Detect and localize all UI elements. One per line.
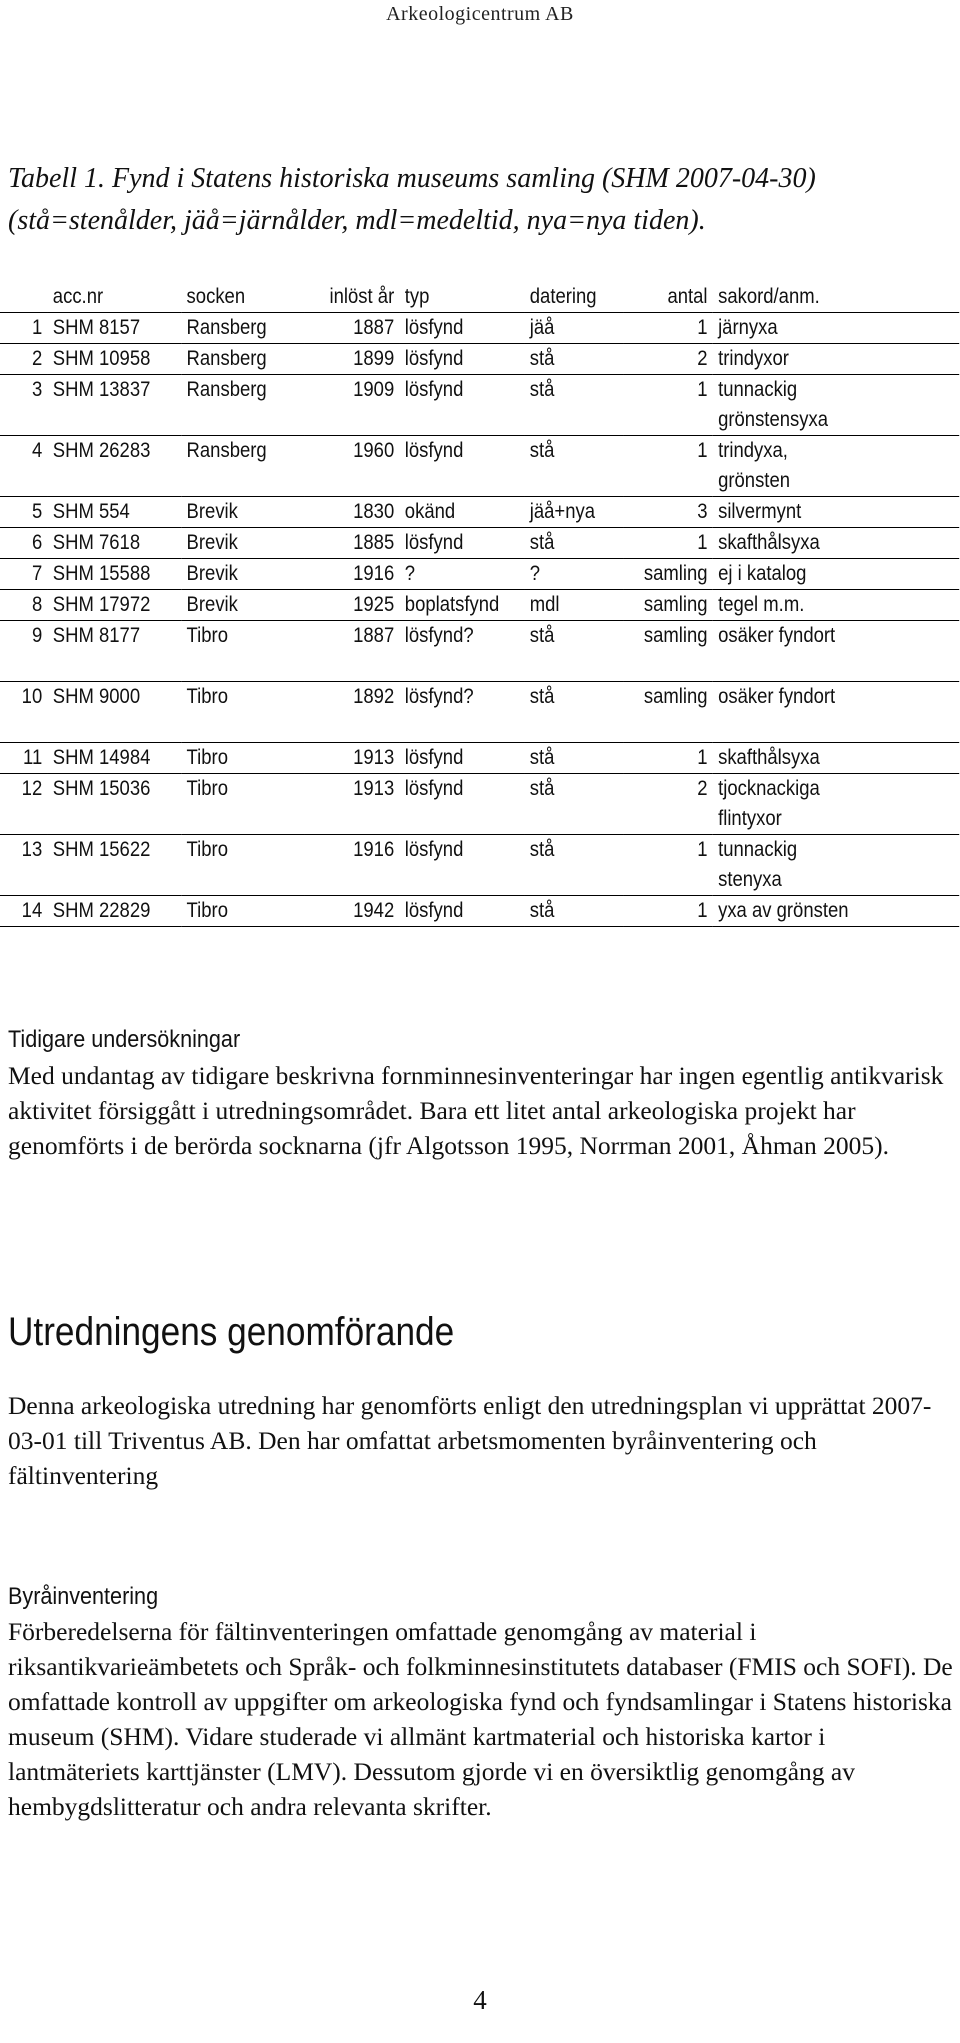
cell-number: 7 [31, 562, 43, 585]
cell-year: 1899 [353, 347, 395, 370]
cell-datering: stå [529, 531, 555, 554]
cell-sakord-line: järnyxa [718, 316, 778, 339]
cell-socken: Ransberg [186, 347, 267, 370]
table-row [0, 835, 959, 896]
cell-year: 1913 [353, 746, 395, 769]
cell-accnr: SHM 26283 [52, 439, 151, 462]
cell-year: 1830 [353, 500, 395, 523]
cell-antal: samling [643, 593, 708, 616]
table-row [0, 313, 959, 344]
table-row [0, 743, 959, 774]
cell-antal: 3 [697, 500, 708, 523]
cell-antal: 1 [697, 746, 708, 769]
col-header-sakord: sakord/anm. [718, 285, 820, 308]
cell-typ: lösfynd [404, 746, 464, 769]
cell-antal: 2 [697, 777, 708, 800]
cell-sakord [713, 621, 959, 682]
cell-typ: boplatsfynd [404, 593, 500, 616]
cell-sakord-line: silvermynt [718, 500, 802, 523]
cell-typ: lösfynd [404, 777, 464, 800]
col-header-antal: antal [667, 285, 708, 308]
cell-antal: 2 [697, 347, 708, 370]
cell-year: 1909 [353, 378, 395, 401]
cell-typ: lösfynd [404, 347, 464, 370]
cell-year: 1887 [353, 316, 395, 339]
cell-sakord-line: osäker fyndort [718, 624, 836, 647]
cell-antal: 1 [697, 899, 708, 922]
cell-socken: Brevik [186, 593, 238, 616]
cell-datering: stå [529, 624, 555, 647]
cell-accnr: SHM 15036 [52, 777, 151, 800]
cell-antal: 1 [697, 316, 708, 339]
cell-sakord [713, 344, 959, 375]
cell-sakord-line: skafthålsyxa [718, 746, 820, 769]
cell-sakord [713, 590, 959, 621]
cell-year: 1960 [353, 439, 395, 462]
cell-accnr: SHM 22829 [52, 899, 151, 922]
cell-sakord [713, 313, 959, 344]
cell-number: 5 [31, 500, 43, 523]
cell-year: 1887 [353, 624, 395, 647]
cell-antal: samling [643, 562, 708, 585]
cell-socken: Tibro [186, 838, 228, 861]
cell-accnr: SHM 8157 [52, 316, 141, 339]
cell-datering: stå [529, 899, 555, 922]
table-row [0, 497, 959, 528]
page-number: 4 [473, 1985, 487, 2015]
cell-typ: lösfynd [404, 899, 464, 922]
cell-accnr: SHM 15622 [52, 838, 151, 861]
cell-sakord [713, 743, 959, 774]
cell-number: 6 [31, 531, 43, 554]
cell-sakord [713, 528, 959, 559]
cell-typ: ? [404, 562, 416, 585]
cell-sakord-line: tegel m.m. [718, 593, 805, 616]
cell-sakord-line: trindyxor [718, 347, 789, 370]
col-header-number [0, 282, 48, 313]
cell-sakord-line: tjocknackiga [718, 777, 820, 800]
cell-socken: Tibro [186, 899, 228, 922]
cell-sakord [713, 896, 959, 927]
cell-accnr: SHM 14984 [52, 746, 151, 769]
cell-year: 1925 [353, 593, 395, 616]
cell-number: 1 [31, 316, 43, 339]
cell-socken: Brevik [186, 500, 238, 523]
table-header-row [0, 282, 959, 313]
cell-socken: Ransberg [186, 316, 267, 339]
cell-sakord-line: flintyxor [718, 807, 782, 830]
cell-accnr: SHM 7618 [52, 531, 141, 554]
cell-year: 1916 [353, 838, 395, 861]
cell-socken: Brevik [186, 531, 238, 554]
cell-sakord-line: grönsten [718, 469, 791, 492]
cell-socken: Tibro [186, 624, 228, 647]
cell-typ: lösfynd [404, 316, 464, 339]
cell-number: 9 [31, 624, 43, 647]
caption-line: (stå=stenålder, jäå=järnålder, mdl=medeltid, nya=nya tiden). [8, 205, 706, 236]
table-row [0, 375, 959, 436]
cell-number: 10 [21, 685, 43, 708]
cell-sakord-line: tunnackig [718, 838, 798, 861]
table-row [0, 682, 959, 743]
cell-accnr: SHM 8177 [52, 624, 141, 647]
cell-year: 1885 [353, 531, 395, 554]
section-paragraph: Med undantag av tidigare beskrivna fornminnesinventeringar har ingen egentlig antikvarisk aktivitet försiggått i utredningsområdet. Bara ett litet antal arkeologiska projekt har genomförts i de berörda socknarna (jfr Algotsson 1995, Norrman 2001, Åhman 2005). [8, 1061, 944, 1160]
cell-accnr: SHM 9000 [52, 685, 141, 708]
cell-antal: samling [643, 685, 708, 708]
page-header: Arkeologicentrum AB [386, 3, 574, 25]
cell-datering: stå [529, 838, 555, 861]
cell-sakord-line: stenyxa [718, 868, 782, 891]
col-header-socken: socken [186, 285, 246, 308]
cell-datering: stå [529, 347, 555, 370]
caption-line: Tabell 1. Fynd i Statens historiska museums samling (SHM 2007-04-30) [8, 163, 816, 194]
section-heading: Tidigare undersökningar [8, 1026, 241, 1053]
cell-datering: stå [529, 439, 555, 462]
cell-number: 8 [31, 593, 43, 616]
cell-typ: lösfynd [404, 439, 464, 462]
cell-sakord [713, 375, 959, 436]
section-paragraph: Denna arkeologiska utredning har genomförts enligt den utredningsplan vi upprättat 2007-03-01 till Triventus AB. Den har omfattat arbetsmomenten byråinventering och fältinventering [8, 1391, 932, 1490]
table-body [0, 313, 959, 927]
cell-sakord-line: yxa av grönsten [718, 899, 849, 922]
cell-datering: ? [529, 562, 541, 585]
cell-socken: Tibro [186, 777, 228, 800]
cell-typ: okänd [404, 500, 456, 523]
col-header-year: inlöst år [329, 285, 395, 308]
table-row [0, 774, 959, 835]
cell-accnr: SHM 554 [52, 500, 130, 523]
cell-antal: 1 [697, 531, 708, 554]
table-row [0, 436, 959, 497]
cell-accnr: SHM 17972 [52, 593, 151, 616]
cell-year: 1913 [353, 777, 395, 800]
col-header-datering: datering [529, 285, 597, 308]
cell-sakord [713, 682, 959, 743]
cell-sakord [713, 436, 959, 497]
cell-number: 12 [21, 777, 43, 800]
cell-number: 13 [21, 838, 43, 861]
cell-year: 1916 [353, 562, 395, 585]
cell-typ: lösfynd? [404, 624, 474, 647]
cell-socken: Ransberg [186, 439, 267, 462]
cell-socken: Tibro [186, 685, 228, 708]
cell-number: 4 [31, 439, 43, 462]
cell-antal: samling [643, 624, 708, 647]
cell-typ: lösfynd [404, 378, 464, 401]
cell-sakord-line: tunnackig [718, 378, 798, 401]
cell-sakord-line: grönstensyxa [718, 408, 828, 431]
cell-antal: 1 [697, 378, 708, 401]
cell-sakord [713, 835, 959, 896]
table-row [0, 621, 959, 682]
cell-sakord [713, 497, 959, 528]
cell-number: 14 [21, 899, 43, 922]
section-paragraph: Förberedelserna för fältinventeringen omfattade genomgång av material i riksantikvarieämbetets och Språk- och folkminnesinstitutets databaser (FMIS och SOFI). De omfattade kontroll av uppgifter om arkeologiska fynd och fyndsamlingar i Statens historiska museum (SHM). Vidare studerade vi allmänt kartmaterial och historiska kartor i lantmäteriets karttjänster (LMV). Dessutom gjorde vi en översiktlig genomgång av hembygdslitteratur och andra relevanta skrifter. [8, 1617, 953, 1821]
col-header-accnr: acc.nr [52, 285, 104, 308]
section-heading: Byråinventering [8, 1583, 159, 1610]
cell-datering: stå [529, 777, 555, 800]
cell-sakord-line: skafthålsyxa [718, 531, 820, 554]
col-header-typ: typ [404, 285, 430, 308]
cell-number: 3 [31, 378, 43, 401]
section-heading-large: Utredningens genomförande [8, 1310, 455, 1354]
cell-socken: Tibro [186, 746, 228, 769]
cell-datering: mdl [529, 593, 560, 616]
cell-datering: jäå+nya [529, 500, 596, 523]
cell-typ: lösfynd [404, 838, 464, 861]
cell-datering: stå [529, 685, 555, 708]
cell-sakord-line: ej i katalog [718, 562, 807, 585]
cell-year: 1942 [353, 899, 395, 922]
cell-datering: stå [529, 746, 555, 769]
cell-datering: stå [529, 378, 555, 401]
cell-accnr: SHM 10958 [52, 347, 151, 370]
cell-typ: lösfynd? [404, 685, 474, 708]
cell-antal: 1 [697, 838, 708, 861]
cell-number: 2 [31, 347, 43, 370]
cell-accnr: SHM 13837 [52, 378, 151, 401]
table-row [0, 896, 959, 927]
table-row [0, 344, 959, 375]
finds-table [0, 282, 959, 927]
cell-number: 11 [23, 746, 43, 769]
cell-sakord [713, 559, 959, 590]
cell-datering: jäå [529, 316, 555, 339]
table-row [0, 559, 959, 590]
cell-typ: lösfynd [404, 531, 464, 554]
cell-sakord-line: trindyxa, [718, 439, 788, 462]
table-caption [8, 158, 938, 242]
cell-antal: 1 [697, 439, 708, 462]
table-row [0, 590, 959, 621]
cell-socken: Ransberg [186, 378, 267, 401]
cell-sakord [713, 774, 959, 835]
cell-socken: Brevik [186, 562, 238, 585]
table-row [0, 528, 959, 559]
cell-year: 1892 [353, 685, 395, 708]
cell-sakord-line: osäker fyndort [718, 685, 836, 708]
cell-accnr: SHM 15588 [52, 562, 151, 585]
